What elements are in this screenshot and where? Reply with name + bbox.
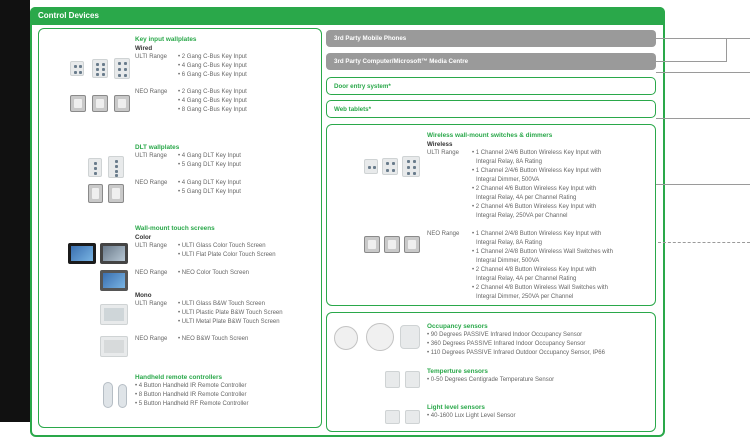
list-item: • NEO Color Touch Screen [178, 270, 250, 276]
connector-line-mobile [656, 38, 750, 39]
list-item: • ULTI Glass B&W Touch Screen [178, 301, 265, 307]
connector-line-dashed [658, 242, 750, 243]
list-item: Integral Dimmer, 500VA [476, 177, 540, 183]
list-item: Integral Relay, 250VA per Channel [476, 213, 568, 219]
key-input-neo-label: NEO Range [135, 89, 168, 95]
list-item: • 1 Channel 2/4/8 Button Wireless Wall Switches with [472, 249, 613, 255]
media-centre-label: 3rd Party Computer/Microsoft™ Media Centre [334, 58, 469, 65]
connector-line-web [656, 118, 750, 119]
media-centre-box [326, 53, 656, 70]
list-item: • 8 Gang C-Bus Key Input [178, 107, 247, 113]
occupancy-sensor-90-image [334, 326, 358, 350]
dlt-ulti-list [178, 152, 241, 170]
remote-title: Handheld remote controllers [135, 374, 223, 381]
web-tablets-label: Web tablets* [334, 106, 372, 113]
dlt-ulti-label: ULTI Range [135, 153, 167, 159]
list-item: • ULTI Glass Color Touch Screen [178, 243, 266, 249]
key-input-ulti-list [178, 53, 247, 80]
list-item: • ULTI Flat Plate Color Touch Screen [178, 252, 276, 258]
list-item: • 1 Channel 2/4/6 Button Wireless Key Input with [472, 168, 602, 174]
list-item: Integral Relay, 4A per Channel Rating [476, 195, 577, 201]
wireless-ulti-list [472, 149, 601, 221]
list-item: • 0-50 Degrees Centigrade Temperature Sensor [427, 377, 555, 383]
occupancy-sensor-360-image [366, 323, 394, 351]
list-item: Integral Dimmer, 500VA [476, 258, 540, 264]
list-item: • 6 Gang C-Bus Key Input [178, 72, 247, 78]
touch-neo-color-label: NEO Range [135, 270, 168, 276]
touch-mono-subtitle: Mono [135, 292, 152, 299]
touch-ulti-mono-list [178, 300, 283, 327]
ulti-glass-touch-screen-image [68, 243, 96, 264]
touch-ulti-color-label: ULTI Range [135, 243, 167, 249]
list-item: • 1 Channel 2/4/6 Button Wireless Key Input with [472, 150, 602, 156]
list-item: • 360 Degrees PASSIVE Infrared Indoor Occupancy Sensor [427, 341, 586, 347]
door-entry-box [326, 77, 656, 95]
list-item: • 2 Gang C-Bus Key Input [178, 54, 247, 60]
list-item: • 4 Button Handheld IR Remote Controller [135, 383, 247, 389]
temperature-sensor-image [385, 371, 400, 388]
list-item: • 4 Gang DLT Key Input [178, 180, 241, 186]
touch-neo-color-list [178, 269, 249, 278]
panel-header [30, 7, 665, 25]
list-item: • 5 Gang DLT Key Input [178, 189, 241, 195]
mobile-phones-box [326, 30, 656, 47]
door-entry-label: Door entry system* [334, 83, 391, 90]
light-title: Light level sensors [427, 404, 485, 411]
occupancy-title: Occupancy sensors [427, 323, 488, 330]
panel-title: Control Devices [38, 11, 99, 20]
ulti-mono-touch-screen-image [100, 304, 128, 325]
list-item: • 2 Channel 4/8 Button Wireless Wall Switches with [472, 285, 608, 291]
ulti-wireless-images [364, 156, 422, 178]
list-item: • 90 Degrees PASSIVE Infrared Indoor Occupancy Sensor [427, 332, 583, 338]
dlt-title: DLT wallplates [135, 144, 180, 151]
list-item: Integral Relay, 4A per Channel Rating [476, 276, 577, 282]
list-item: • 8 Button Handheld IR Remote Controller [135, 392, 247, 398]
list-item: • 4 Gang C-Bus Key Input [178, 63, 247, 69]
dlt-neo-label: NEO Range [135, 180, 168, 186]
touch-screens-title: Wall-mount touch screens [135, 225, 215, 232]
list-item: Integral Relay, 8A Rating [476, 240, 542, 246]
key-input-neo-list [178, 88, 247, 115]
connector-line-wireless [656, 184, 750, 185]
list-item: • 2 Channel 4/8 Button Wireless Key Input with [472, 267, 597, 273]
connector-line-vertical [726, 38, 727, 62]
key-input-subtitle: Wired [135, 45, 153, 52]
mobile-phones-label: 3rd Party Mobile Phones [334, 35, 407, 42]
dlt-neo-list [178, 179, 241, 197]
ulti-dlt-images [88, 156, 128, 178]
temperature-list [427, 376, 554, 385]
web-tablets-box [326, 100, 656, 118]
list-item: • 110 Degrees PASSIVE Infrared Outdoor Occupancy Sensor, IP66 [427, 350, 605, 356]
occupancy-list [427, 331, 605, 358]
touch-color-subtitle: Color [135, 234, 152, 241]
temperature-sensor-neo-image [405, 371, 420, 388]
ulti-key-input-images [70, 58, 130, 80]
list-item: • 5 Gang DLT Key Input [178, 162, 241, 168]
ulti-flat-touch-screen-image [100, 243, 128, 264]
list-item: Integral Dimmer, 250VA per Channel [476, 294, 574, 300]
touch-neo-mono-label: NEO Range [135, 336, 168, 342]
list-item: • ULTI Metal Plate B&W Touch Screen [178, 319, 280, 325]
list-item: • 2 Channel 4/6 Button Wireless Key Input with [472, 186, 597, 192]
temperature-title: Temperture sensors [427, 368, 488, 375]
remote-list [135, 382, 249, 409]
touch-ulti-color-list [178, 242, 276, 260]
wireless-neo-label: NEO Range [427, 231, 460, 237]
list-item: • 4 Gang DLT Key Input [178, 153, 241, 159]
wireless-title: Wireless wall-mount switches & dimmers [427, 132, 553, 139]
occupancy-sensor-outdoor-image [400, 325, 420, 349]
left-edge-bar [0, 0, 30, 422]
key-input-title: Key input wallplates [135, 36, 197, 43]
touch-ulti-mono-label: ULTI Range [135, 301, 167, 307]
wireless-ulti-label: ULTI Range [427, 150, 459, 156]
rf-remote-image [118, 384, 127, 408]
wireless-subtitle: Wireless [427, 141, 453, 148]
list-item: • 4 Gang C-Bus Key Input [178, 98, 247, 104]
neo-color-touch-screen-image [100, 270, 128, 291]
list-item: • NEO B&W Touch Screen [178, 336, 249, 342]
list-item: Integral Relay, 8A Rating [476, 159, 542, 165]
list-item: • 5 Button Handheld RF Remote Controller [135, 401, 249, 407]
list-item: • 2 Channel 4/6 Button Wireless Key Input with [472, 204, 597, 210]
list-item: • 40-1600 Lux Light Level Sensor [427, 413, 516, 419]
list-item: • 2 Gang C-Bus Key Input [178, 89, 247, 95]
neo-mono-touch-screen-image [100, 336, 128, 357]
connector-line-media [656, 61, 726, 62]
touch-neo-mono-list [178, 335, 248, 344]
key-input-ulti-label: ULTI Range [135, 54, 167, 60]
light-list [427, 412, 516, 421]
neo-wireless-images [364, 236, 422, 254]
ir-remote-image [103, 382, 113, 408]
wireless-neo-list [472, 230, 613, 302]
neo-dlt-images [88, 184, 128, 204]
neo-key-input-images [70, 95, 130, 113]
connector-line-door [656, 72, 750, 73]
list-item: • 1 Channel 2/4/8 Button Wireless Key Input with [472, 231, 602, 237]
list-item: • ULTI Plastic Plate B&W Touch Screen [178, 310, 283, 316]
